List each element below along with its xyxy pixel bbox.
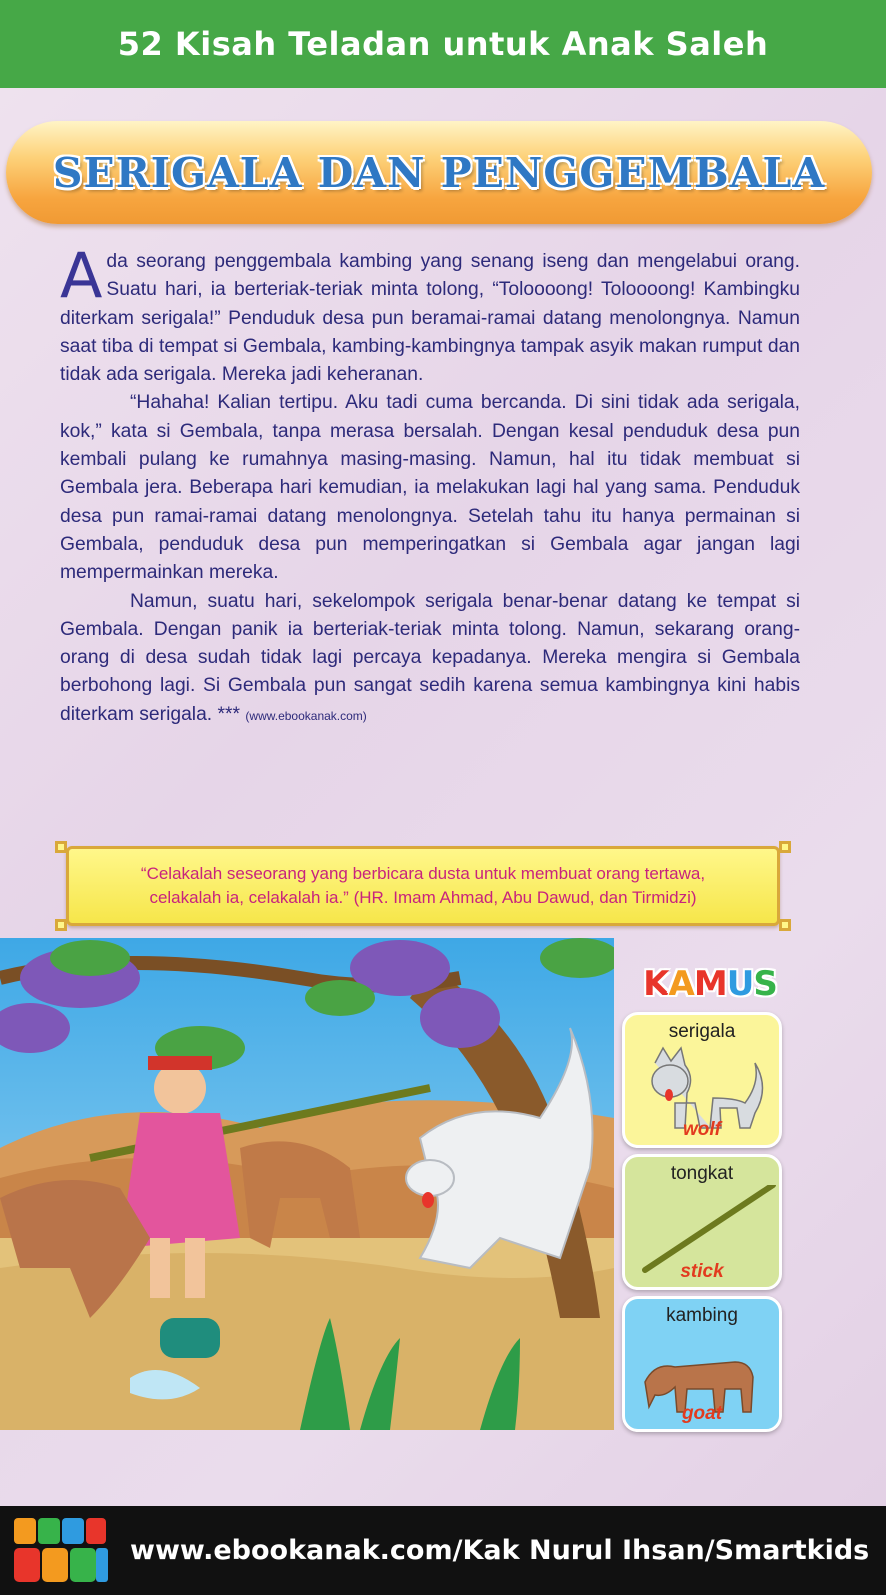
page-footer <box>0 1506 886 1595</box>
kamus-english: stick <box>680 1261 724 1282</box>
story-paragraph-1: Ada seorang penggembala kambing yang senang iseng dan mengelabui orang. Suatu hari, ia berteriak-teriak minta tolong, “Toloooong! Toloooong! Kambingku diterkam serigala!” Penduduk desa pun beramai-ramai datang menolongnya. Namun saat tiba di tempat si Gembala, kambing-kambingnya tampak asyik makan rumput dan tidak ada serigala. Mereka jadi keheranan. <box>60 239 800 386</box>
kamus-english: goat <box>681 1403 723 1424</box>
hadith-box <box>66 846 780 926</box>
kamus-english: wolf <box>683 1119 721 1140</box>
story-title-banner <box>6 121 872 224</box>
shepherd-wolf-scene-icon <box>0 938 614 1430</box>
ebookanak-logo-icon <box>10 1510 110 1590</box>
footer-url: www.ebookanak.com/Kak Nurul Ihsan/Smartkids <box>130 1535 870 1566</box>
page-header <box>0 0 886 88</box>
kamus-letter: U <box>726 964 754 1004</box>
corner-ornament <box>779 919 791 931</box>
kamus-card-kambing <box>622 1296 782 1432</box>
story-title: SERIGALA DAN PENGGEMBALA <box>52 148 826 197</box>
corner-ornament <box>779 841 791 853</box>
kamus-letter: K <box>643 964 669 1004</box>
header-title: 52 Kisah Teladan untuk Anak Saleh <box>117 25 769 63</box>
hadith-text: “Celakalah seseorang yang berbicara dusta untuk membuat orang tertawa, celakalah ia, celakalah ia.” (HR. Imam Ahmad, Abu Dawud, dan Tirmidzi) <box>140 864 706 907</box>
story-paragraph-3: Namun, suatu hari, sekelompok serigala benar-benar datang ke tempat si Gembala. Dengan panik ia berteriak-teriak minta tolong. Namun, sekarang orang-orang di desa sudah tidak lagi percaya kepadanya. Mereka mengira si Gembala berbohong lagi. Si Gembala pun sangat sedih karena semua kambingnya kini habis diterkam serigala. *** (www.ebookanak.com) <box>60 590 800 725</box>
story-text <box>60 239 800 730</box>
kamus-card-tongkat <box>622 1154 782 1290</box>
kamus-letter: A <box>668 964 694 1004</box>
kamus-word: tongkat <box>670 1163 734 1184</box>
corner-ornament <box>55 919 67 931</box>
kamus-letter: S <box>753 964 777 1004</box>
drop-cap: A <box>60 239 103 312</box>
story-illustration <box>0 938 614 1430</box>
source-credit: (www.ebookanak.com) <box>245 708 367 723</box>
kamus-word: serigala <box>668 1021 736 1042</box>
corner-ornament <box>55 841 67 853</box>
story-paragraph-2: “Hahaha! Kalian tertipu. Aku tadi cuma bercanda. Di sini tidak ada serigala, kok,” kata si Gembala, tanpa merasa bersalah. Dengan kesal penduduk desa pun kembali pulang ke rumahnya masing-masing. Namun, hal itu tidak membuat si Gembala jera. Beberapa hari kemudian, ia melakukan lagi hal yang sama. Penduduk desa pun ramai-ramai datang menolongnya. Setelah tahu itu hanya permainan si Gembala, penduduk desa pun memperingatkan si Gembala agar jangan lagi mempermainkan mereka. <box>60 392 800 584</box>
kamus-card-serigala <box>622 1012 782 1148</box>
kamus-letters <box>643 964 777 1004</box>
kamus-word: kambing <box>666 1305 738 1326</box>
kamus-title <box>640 962 780 1006</box>
kamus-letter: M <box>693 964 727 1004</box>
